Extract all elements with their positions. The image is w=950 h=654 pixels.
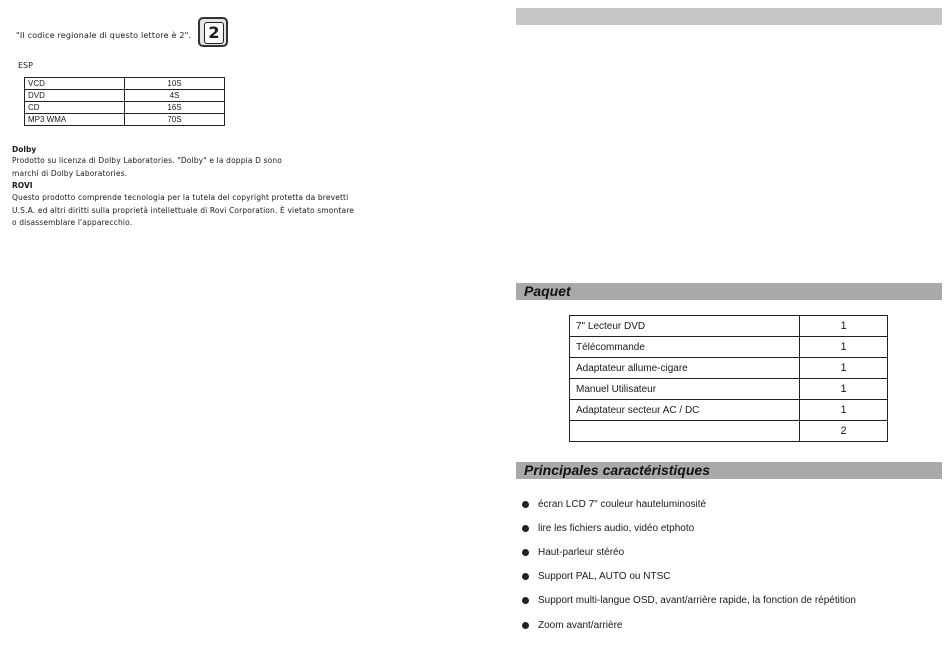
table-row <box>570 379 888 400</box>
package-qty: 1 <box>800 337 888 358</box>
list-item <box>522 516 856 540</box>
rovi-heading: ROVI <box>12 181 33 190</box>
feature-text: Support multi-langue OSD, avant/arrière rapide, la fonction de répétition <box>538 595 856 607</box>
table-row <box>570 400 888 421</box>
region-code-number: 2 <box>204 22 224 44</box>
features-heading: Principales caractéristiques <box>516 462 942 479</box>
table-row <box>570 316 888 337</box>
feature-text: lire les fichiers audio, vidéo etphoto <box>538 522 695 534</box>
dolby-line: Prodotto su licenza di Dolby Laboratories. "Dolby" e la doppia D sono <box>12 156 283 165</box>
bullet-icon <box>522 525 529 532</box>
esp-table <box>24 77 225 126</box>
table-row <box>25 102 225 114</box>
rovi-paragraph <box>12 192 354 230</box>
table-row <box>25 78 225 90</box>
package-qty: 2 <box>800 421 888 442</box>
bullet-icon <box>522 622 529 629</box>
table-row <box>25 90 225 102</box>
esp-time: 4S <box>125 90 225 102</box>
region-code-note: "Il codice regionale di questo lettore è 2". <box>16 31 192 40</box>
esp-label: ESP <box>18 61 33 70</box>
bullet-icon <box>522 549 529 556</box>
list-item <box>522 565 856 589</box>
bullet-icon <box>522 501 529 508</box>
features-list <box>522 492 856 637</box>
esp-time: 10S <box>125 78 225 90</box>
rovi-line: Questo prodotto comprende tecnologia per la tutela del copyright protetta da brevetti <box>12 193 349 202</box>
table-row <box>570 337 888 358</box>
list-item <box>522 613 856 637</box>
package-qty: 1 <box>800 316 888 337</box>
package-item: Adaptateur allume-cigare <box>570 358 800 379</box>
esp-format: VCD <box>25 78 125 90</box>
table-row <box>570 421 888 442</box>
package-qty: 1 <box>800 358 888 379</box>
list-item <box>522 589 856 613</box>
table-row <box>25 114 225 126</box>
rovi-line: U.S.A. ed altri diritti sulla proprietà intellettuale di Rovi Corporation. È vietato smontare <box>12 205 355 215</box>
feature-text: Zoom avant/arrière <box>538 619 623 631</box>
feature-text: écran LCD 7" couleur hauteluminosité <box>538 498 707 510</box>
esp-time: 16S <box>125 102 225 114</box>
package-qty: 1 <box>800 400 888 421</box>
region-code-icon <box>198 17 228 47</box>
list-item <box>522 492 856 516</box>
rovi-line: o disassemblare l'apparecchio. <box>12 218 133 228</box>
package-item: 7" Lecteur DVD <box>570 316 800 337</box>
top-section-bar <box>516 8 942 25</box>
package-qty: 1 <box>800 379 888 400</box>
feature-text: Haut-parleur stéréo <box>538 546 625 558</box>
package-item: Manuel Utilisateur <box>570 379 800 400</box>
package-item <box>570 421 800 442</box>
list-item <box>522 540 856 564</box>
package-item: Télécommande <box>570 337 800 358</box>
esp-time: 70S <box>125 114 225 126</box>
dolby-line: marchi di Dolby Laboratories. <box>12 168 128 178</box>
bullet-icon <box>522 597 529 604</box>
paquet-heading: Paquet <box>516 283 942 300</box>
table-row <box>570 358 888 379</box>
esp-format: CD <box>25 102 125 114</box>
esp-format: DVD <box>25 90 125 102</box>
dolby-paragraph <box>12 155 282 180</box>
bullet-icon <box>522 573 529 580</box>
esp-format: MP3 WMA <box>25 114 125 126</box>
feature-text: Support PAL, AUTO ou NTSC <box>538 571 671 583</box>
package-table <box>569 315 888 442</box>
dolby-heading: Dolby <box>12 145 37 154</box>
package-item: Adaptateur secteur AC / DC <box>570 400 800 421</box>
